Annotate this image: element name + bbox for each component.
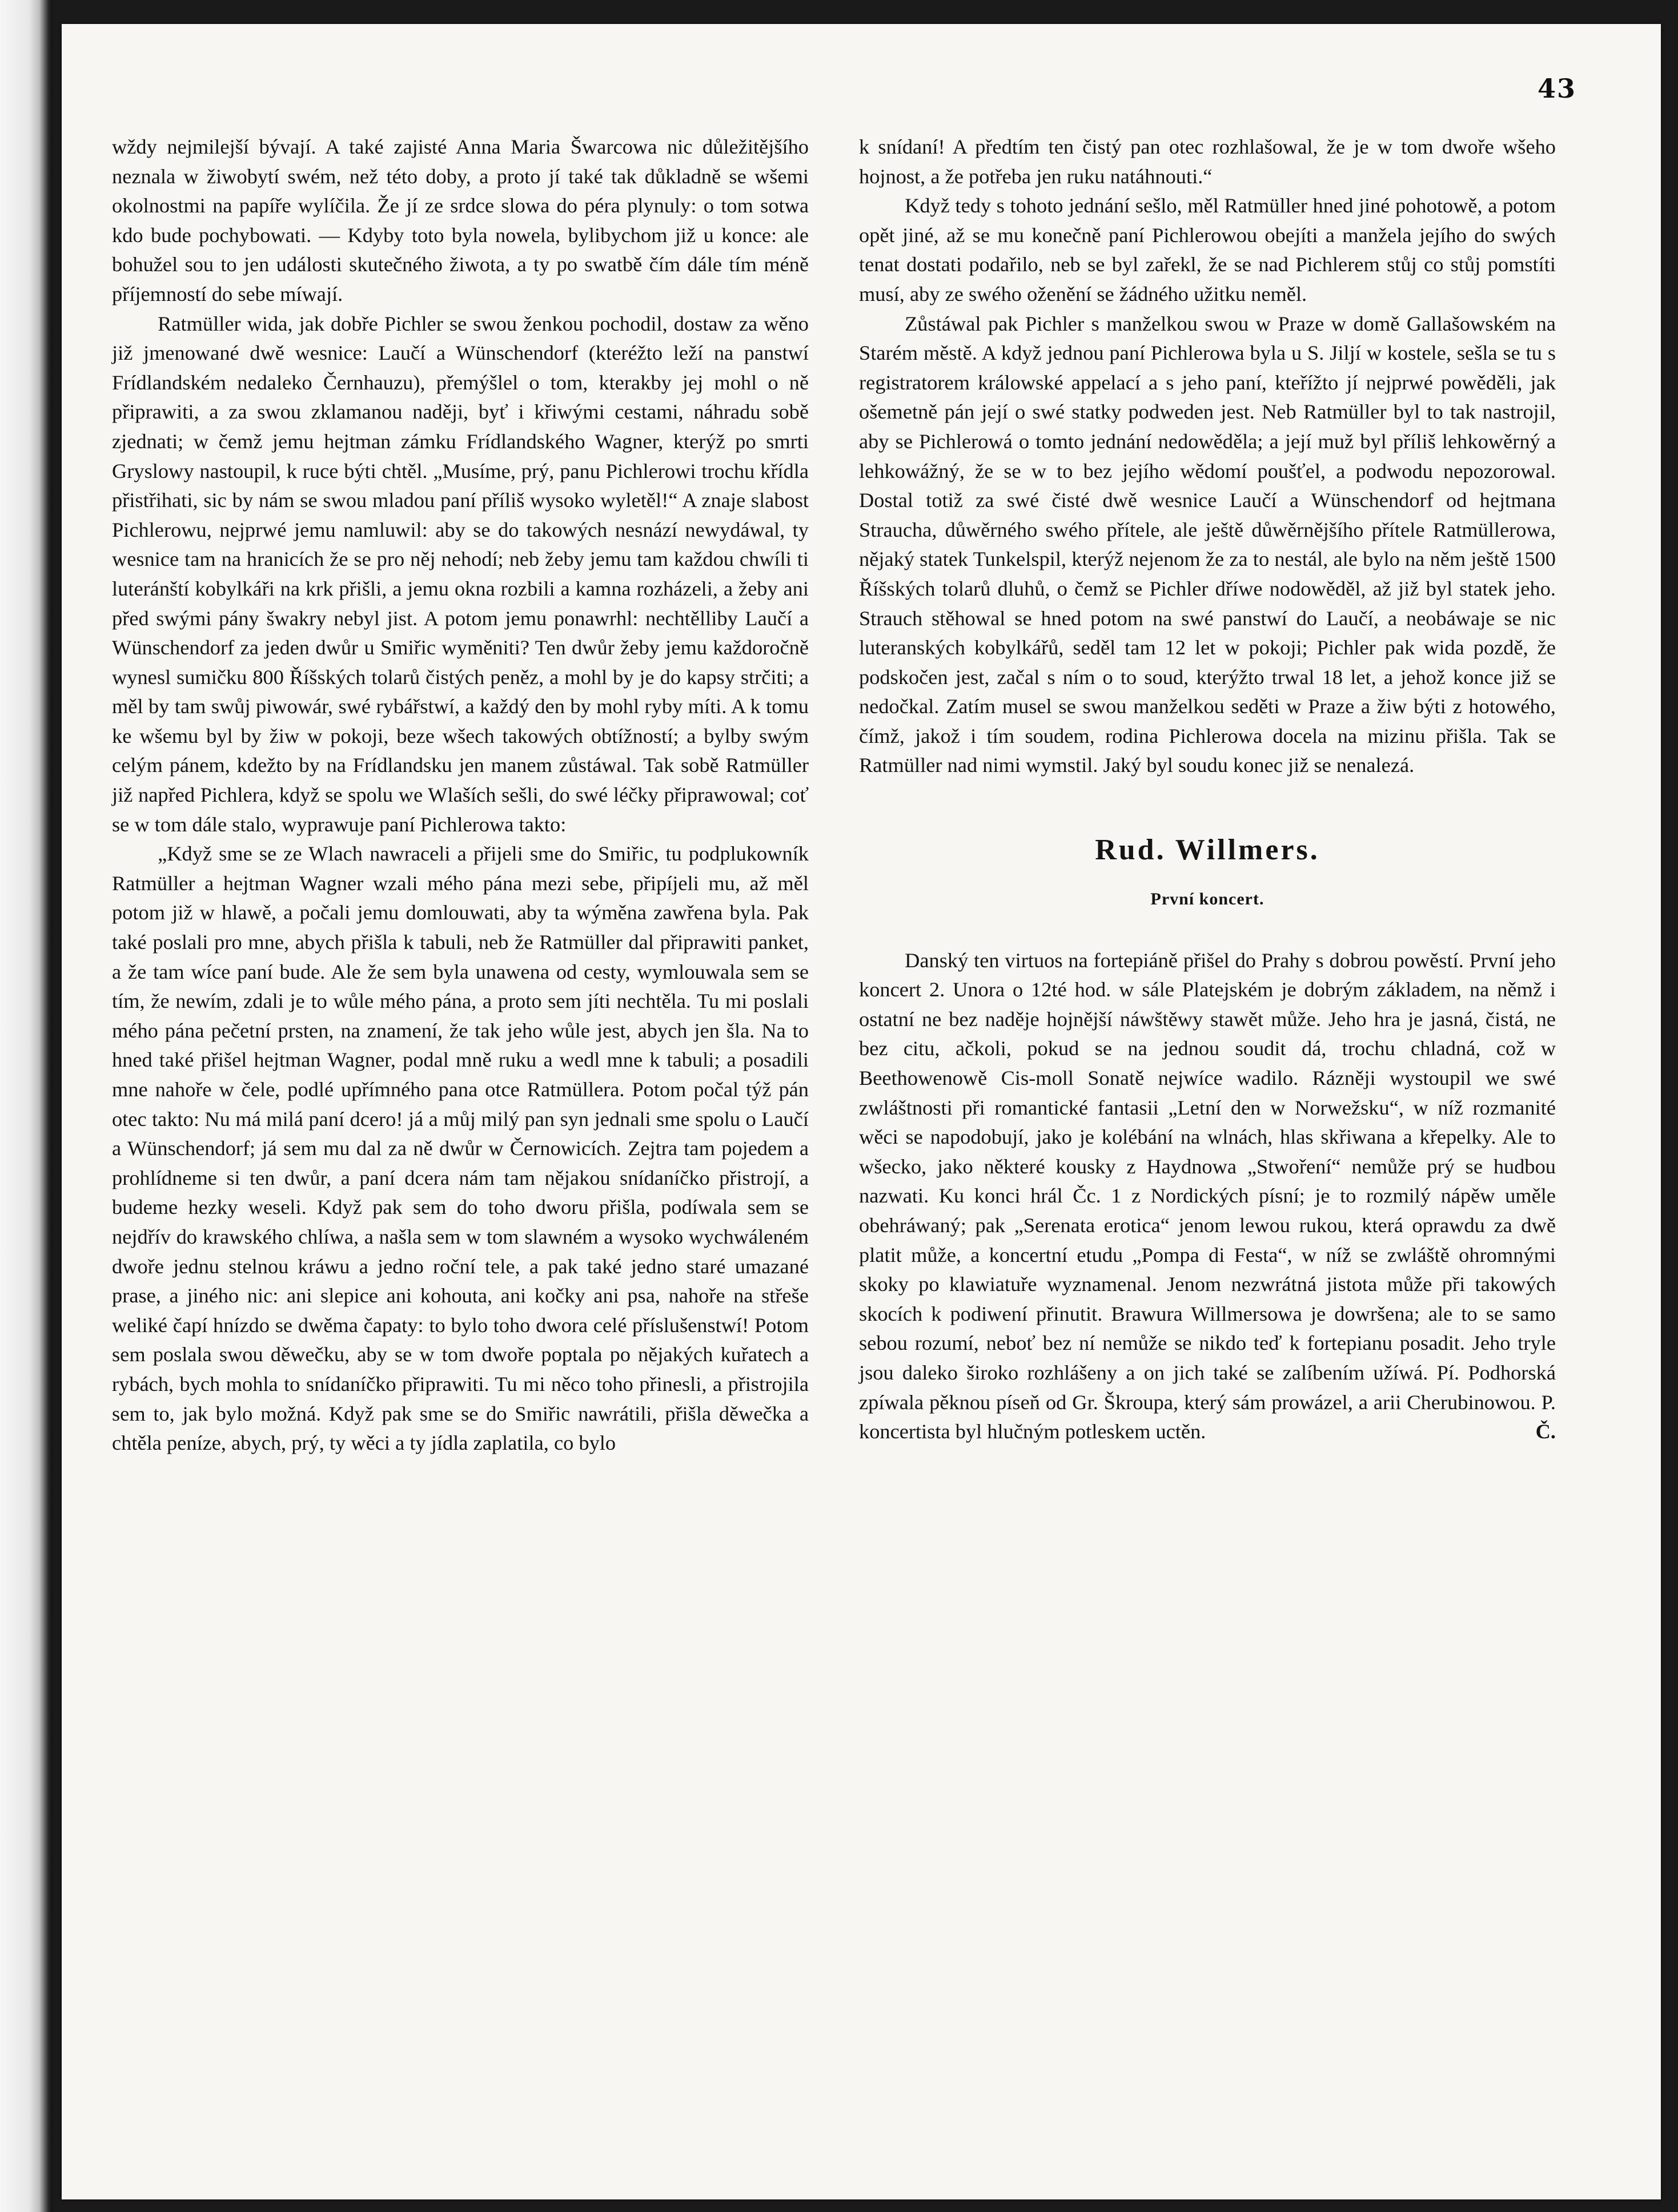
concert-review-text: Danský ten virtuos na fortepiáně přišel do Prahy s dobrou powěstí. První jeho koncert 2. Unora o 12té hod. w sále Platejském je dobrým základem, na němž i ostatní ne bez naděje hojnější náwštěwy stawět může. Jeho hra je jasná, čistá, ne bez citu, ačkoli, pokud se na jednou soudit dá, trochu chladná, což w Beethowenowě Cis-moll Sonatě nejwíce wadilo. Rázněji wystoupil we swé zwláštnosti při romantické fantasii „Letní den w Norwežsku“, w níž rozmanité wěci se napodobují, jako je kolébání na wlnách, hlas skřiwana a křepelky. Ale to wšecko, jako některé kousky z Haydnowa „Stwoření“ nemůže prý se hudbou nazwati. Ku konci hrál Čc. 1 z Nordických písní; je to rozmilý nápěw uměle obehráwaný; pak „Serenata erotica“ jenom lewou rukou, která oprawdu za dwě platit může, a koncertní etudu „Pompa di Festa“, w níž se zwláště ohromnými skoky po klawiatuře wyznamenal. Jenom nezwrátná jistota může při takowých skocích k podiwení přinutit. Brawura Willmersowa je dowršena; ale to se samo sebou rozumí, neboť bez ní nemůže se nikdo teď k fortepianu posadit. Jeho tryle jsou daleko široko rozhlášeny a on jich také se zalíbením užíwá. Pí. Podhorská zpíwala pěknou píseň od Gr. Škroupa, který sám prowázel, a arii Cherubinowou. P. koncertista byl hlučným potleskem uctěn. bbox=[859, 948, 1556, 1443]
left-paragraph-2: Ratmüller wida, jak dobře Pichler se swou ženkou pochodil, dostaw za wěno již jmenowané dwě wesnice: Laučí a Wünschendorf (kteréžto leží na panstwí Frídlandském nedaleko Černhauzu), přemýšlel o tom, kterakby jej mohl o ně připrawiti, a za swou zklamanou naději, byť i křiwými cestami, náhradu sobě zjednati; w čemž jemu hejtman zámku Frídlandského Wagner, kterýž po smrti Gryslowy nastoupil, k ruce býti chtěl. „Musíme, prý, panu Pichlerowi trochu křídla přistřihati, sic by nám se swou mladou paní příliš wysoko wyletěl!“ A znaje slabost Pichlerowu, nejprwé jemu namluwil: aby se do takowých nesnází newydáwal, ty wesnice tam na hranicích že se pro něj nehodí; neb žeby jemu tam každou chwíli ti luteránští kobylkáři na krk přišli, a jemu okna rozbili a kamna rozházeli, a žeby ani před swými pány šwakry nebyl jist. A potom jemu ponawrhl: nechtělliby Laučí a Wünschendorf za jeden dwůr u Smiřic wyměniti? Ten dwůr žeby jemu každoročně wynesl sumičku 800 Říšských tolarů čistých peněz, a mohl by je do kapsy strčiti; a měl by tam swůj piwowár, swé rybářstwí, a každý den by mohl ryby míti. A k tomu ke wšemu byl by žiw w pokoji, beze wšech takowých obtížností; a bylby swým celým pánem, kdežto by na Frídlandsku jen manem zůstáwal. Tak sobě Ratmüller již napřed Pichlera, když se spolu we Wlaších sešli, do swé léčky připrawowal; coť se w tom dále stalo, wyprawuje paní Pichlerowa takto: bbox=[112, 312, 809, 836]
newspaper-page bbox=[62, 24, 1661, 2199]
right-paragraph-1: k snídaní! A předtím ten čistý pan otec rozhlašowal, že je w tom dwoře wšeho hojnost, a že potřeba jen ruku natáhnouti.“ bbox=[859, 135, 1556, 188]
right-paragraph-3: Zůstáwal pak Pichler s manželkou swou w Praze w domě Gallašowském na Starém městě. A když jednou paní Pichlerowa byla u S. Jiljí w kostele, sešla se tu s registratorem králowské appelací a s jeho paní, kteřížto jí nejprwé powěděli, jak ošemetně pán její o swé statky podweden jest. Neb Ratmüller byl to tak nastrojil, aby se Pichlerowá o tomto jednání nedowěděla; a její muž byl příliš lehkowěrný a lehkowážný, že se w to bez jejího wědomí poušťel, a podwodu nepozorowal. Dostal totiž za swé čisté dwě wesnice Laučí a Wünschendorf od hejtmana Straucha, důwěrného swého přítele, ale ještě důwěrnějšího přítele Ratmüllerowa, nějaký statek Tunkelspil, kterýž nejenom že za to nestál, ale bylo na něm ještě 1500 Říšských tolarů dluhů, o čemž se Pichler dříwe nodowěděl, až již byl statek jeho. Strauch stěhowal se hned potom na swé panstwí do Laučí, a neobáwaje se nic luteranských kobylkářů, seděl tam 12 let w pokoji; Pichler pak wida pozdě, že podskočen jest, začal s ním o to soud, kterýžto trwal 18 let, a jehož konce již se nedočkal. Zatím musel se swou manželkou seděti w Praze a žiw býti z hotowého, čímž, jakož i tím soudem, rodina Pichlerowa docela na mizinu přišla. Tak se Ratmüller nad nimi wymstil. Jaký byl soudu konec již se nenalezá. bbox=[859, 312, 1556, 777]
section-title: Rud. Willmers. bbox=[1095, 834, 1320, 867]
left-paragraph-3: „Když sme se ze Wlach nawraceli a přijeli sme do Smiřic, tu podplukowník Ratmüller a hejtman Wagner wzali mého pána mezi sebe, připíjeli mu, až měl potom již w hlawě, a počali jemu domlouwati, aby ta wýměna zawřena byla. Pak také poslali pro mne, abych přišla k tabuli, neb že Ratmüller dal připrawiti panket, a že tam wíce paní bude. Ale že sem byla unawena od cesty, wymlouwala sem se tím, že newím, zdali je to wůle mého pána, a proto sem jíti nechtěla. Tu mi poslali mého pána pečetní prsten, na znamení, že tak jeho wůle jest, abych jen šla. Na to hned také přišel hejtman Wagner, podal mně ruku a wedl mne k tabuli; a posadili mne nahoře w čele, podlé upřímného pana otce Ratmüllera. Potom počal týž pán otec takto: Nu má milá paní dcero! já a můj milý pan syn jednali sme spolu o Laučí a Wünschendorf; já sem mu dal za ně dwůr w Černowicích. Zejtra tam pojedem a prohlídneme si ten dwůr, a paní dcera nám tam nějakou snídaníčko přistrojí, a budeme hezky weseli. Když pak sem do toho dworu přišla, podíwala sem se nejdřív do krawského chlíwa, a našla sem w tom slawném a wysoko wychwáleném dwoře jednu stelnou kráwu a jedno roční tele, a pak také jedno staré umazané prase, a jiného nic: ani slepice ani kohouta, ani kočky ani psa, nahoře na střeše weliké čapí hnízdo se dwěma čapaty: to bylo toho dwora celé příslušenstwí! Potom sem poslala swou děwečku, aby se w tom dwoře poptala po nějakých kuřatech a rybách, bych mohla to snídaníčko připrawiti. Tu mi něco toho přinesli, a přistrojila sem to, jak bylo možná. Když pak sme se do Smiřic nawrátili, přišla děwečka a chtěla peníze, abych, prý, ty wěci a ty jídla zaplatila, co bylo bbox=[112, 842, 809, 1455]
author-signature: Č. bbox=[1535, 1420, 1556, 1443]
concert-review-paragraph bbox=[859, 946, 1556, 1447]
page-number: 43 bbox=[1537, 73, 1576, 104]
section-subtitle: První koncert. bbox=[1150, 890, 1264, 909]
left-column bbox=[112, 132, 809, 1458]
right-column bbox=[859, 132, 1556, 1447]
left-paragraph-1: wždy nejmilejší bývají. A také zajisté Anna Maria Šwarcowa nic důležitějšího neznala w žiwobytí swém, než této doby, a proto jí také tak důkladně se wšemi okolnostmi na papíře wylíčila. Že jí ze srdce slowa do péra plynuly: o tom sotwa kdo bude pochybowati. — Kdyby toto byla nowela, bylibychom již u konce: ale bohužel sou to jen události skutečného žiwota, a ty po swatbě čím dále tím méně příjemností do sebe míwají. bbox=[112, 135, 809, 305]
scan-left-edge bbox=[0, 0, 53, 2212]
right-paragraph-2: Když tedy s tohoto jednání sešlo, měl Ratmüller hned jiné pohotowě, a potom opět jiné, až se mu konečně paní Pichlerowou obejíti a manžela jejího do swých tenat dostati podařilo, neb se byl zařekl, že se nad Pichlerem stůj co stůj pomstíti musí, aby ze swého oženění se žádného užitku neměl. bbox=[859, 194, 1556, 305]
